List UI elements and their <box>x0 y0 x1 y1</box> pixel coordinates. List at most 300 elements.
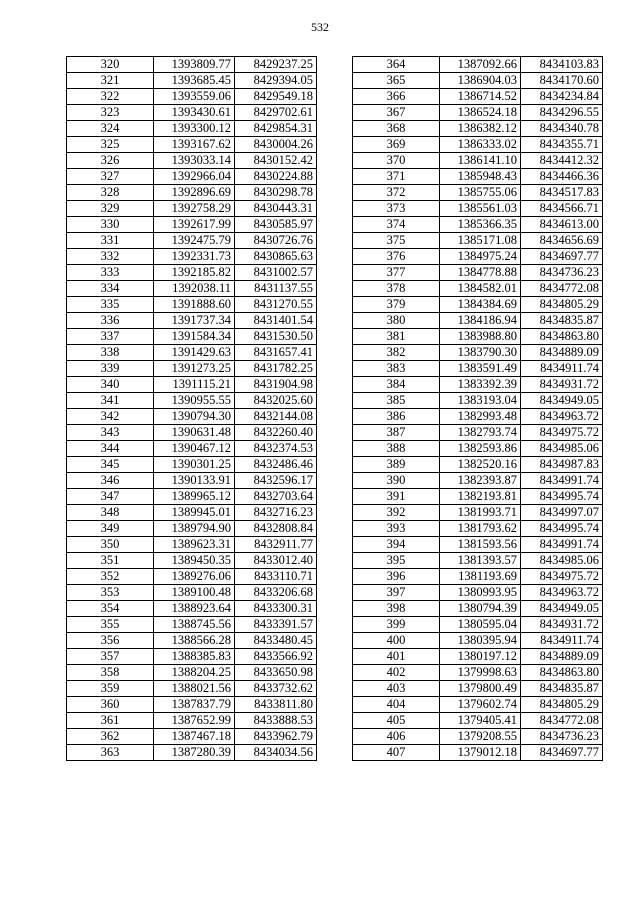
table-row <box>353 425 603 441</box>
point-number-cell: 358 <box>67 665 154 681</box>
point-number-cell: 403 <box>353 681 440 697</box>
x-coordinate-cell: 1379998.63 <box>440 665 521 681</box>
table-row <box>353 185 603 201</box>
x-coordinate-cell: 1384778.88 <box>440 265 521 281</box>
y-coordinate-cell: 8434889.09 <box>521 649 603 665</box>
y-coordinate-cell: 8430224.88 <box>235 169 317 185</box>
y-coordinate-cell: 8434613.00 <box>521 217 603 233</box>
point-number-cell: 320 <box>67 57 154 73</box>
x-coordinate-cell: 1382193.81 <box>440 489 521 505</box>
table-row <box>353 633 603 649</box>
x-coordinate-cell: 1383591.49 <box>440 361 521 377</box>
table-row <box>67 313 317 329</box>
y-coordinate-cell: 8433888.53 <box>235 713 317 729</box>
x-coordinate-cell: 1392966.04 <box>154 169 235 185</box>
x-coordinate-cell: 1380595.04 <box>440 617 521 633</box>
point-number-cell: 338 <box>67 345 154 361</box>
point-number-cell: 326 <box>67 153 154 169</box>
point-number-cell: 357 <box>67 649 154 665</box>
table-row <box>67 457 317 473</box>
table-row <box>353 681 603 697</box>
y-coordinate-cell: 8433110.71 <box>235 569 317 585</box>
x-coordinate-cell: 1390631.48 <box>154 425 235 441</box>
y-coordinate-cell: 8434835.87 <box>521 313 603 329</box>
point-number-cell: 346 <box>67 473 154 489</box>
y-coordinate-cell: 8430298.78 <box>235 185 317 201</box>
y-coordinate-cell: 8434835.87 <box>521 681 603 697</box>
y-coordinate-cell: 8434991.74 <box>521 537 603 553</box>
table-row <box>353 393 603 409</box>
point-number-cell: 397 <box>353 585 440 601</box>
table-row <box>353 233 603 249</box>
x-coordinate-cell: 1380197.12 <box>440 649 521 665</box>
table-row <box>353 297 603 313</box>
x-coordinate-cell: 1385171.08 <box>440 233 521 249</box>
x-coordinate-cell: 1390794.30 <box>154 409 235 425</box>
x-coordinate-cell: 1381393.57 <box>440 553 521 569</box>
table-row <box>67 201 317 217</box>
x-coordinate-cell: 1388385.83 <box>154 649 235 665</box>
y-coordinate-cell: 8432025.60 <box>235 393 317 409</box>
table-row <box>353 521 603 537</box>
y-coordinate-cell: 8432486.46 <box>235 457 317 473</box>
table-row <box>67 585 317 601</box>
point-number-cell: 337 <box>67 329 154 345</box>
table-row <box>353 73 603 89</box>
point-number-cell: 373 <box>353 201 440 217</box>
x-coordinate-cell: 1382993.48 <box>440 409 521 425</box>
table-row <box>67 729 317 745</box>
x-coordinate-cell: 1391584.34 <box>154 329 235 345</box>
point-number-cell: 334 <box>67 281 154 297</box>
point-number-cell: 350 <box>67 537 154 553</box>
table-row <box>353 569 603 585</box>
y-coordinate-cell: 8431270.55 <box>235 297 317 313</box>
y-coordinate-cell: 8432911.77 <box>235 537 317 553</box>
x-coordinate-cell: 1391888.60 <box>154 297 235 313</box>
point-number-cell: 328 <box>67 185 154 201</box>
y-coordinate-cell: 8429237.25 <box>235 57 317 73</box>
y-coordinate-cell: 8433566.92 <box>235 649 317 665</box>
y-coordinate-cell: 8433962.79 <box>235 729 317 745</box>
x-coordinate-cell: 1391737.34 <box>154 313 235 329</box>
x-coordinate-cell: 1393685.45 <box>154 73 235 89</box>
y-coordinate-cell: 8433300.31 <box>235 601 317 617</box>
point-number-cell: 404 <box>353 697 440 713</box>
table-row <box>353 537 603 553</box>
x-coordinate-cell: 1386524.18 <box>440 105 521 121</box>
table-row <box>67 105 317 121</box>
x-coordinate-cell: 1392896.69 <box>154 185 235 201</box>
point-number-cell: 394 <box>353 537 440 553</box>
y-coordinate-cell: 8433391.57 <box>235 617 317 633</box>
x-coordinate-cell: 1393033.14 <box>154 153 235 169</box>
table-row <box>67 137 317 153</box>
y-coordinate-cell: 8434863.80 <box>521 329 603 345</box>
point-number-cell: 332 <box>67 249 154 265</box>
table-row <box>353 441 603 457</box>
point-number-cell: 368 <box>353 121 440 137</box>
x-coordinate-cell: 1392185.82 <box>154 265 235 281</box>
y-coordinate-cell: 8434911.74 <box>521 361 603 377</box>
y-coordinate-cell: 8431657.41 <box>235 345 317 361</box>
y-coordinate-cell: 8434234.84 <box>521 89 603 105</box>
table-row <box>353 169 603 185</box>
point-number-cell: 330 <box>67 217 154 233</box>
x-coordinate-cell: 1391429.63 <box>154 345 235 361</box>
point-number-cell: 378 <box>353 281 440 297</box>
point-number-cell: 386 <box>353 409 440 425</box>
y-coordinate-cell: 8434736.23 <box>521 729 603 745</box>
point-number-cell: 384 <box>353 377 440 393</box>
y-coordinate-cell: 8434034.56 <box>235 745 317 761</box>
x-coordinate-cell: 1382593.86 <box>440 441 521 457</box>
y-coordinate-cell: 8434772.08 <box>521 281 603 297</box>
table-row <box>67 665 317 681</box>
x-coordinate-cell: 1389276.06 <box>154 569 235 585</box>
table-row <box>67 121 317 137</box>
table-row <box>67 681 317 697</box>
table-row <box>67 265 317 281</box>
table-row <box>67 361 317 377</box>
table-row <box>67 297 317 313</box>
table-row <box>67 249 317 265</box>
table-row <box>67 697 317 713</box>
x-coordinate-cell: 1389794.90 <box>154 521 235 537</box>
point-number-cell: 388 <box>353 441 440 457</box>
point-number-cell: 381 <box>353 329 440 345</box>
point-number-cell: 348 <box>67 505 154 521</box>
y-coordinate-cell: 8434997.07 <box>521 505 603 521</box>
x-coordinate-cell: 1392475.79 <box>154 233 235 249</box>
point-number-cell: 395 <box>353 553 440 569</box>
y-coordinate-cell: 8434987.83 <box>521 457 603 473</box>
y-coordinate-cell: 8431401.54 <box>235 313 317 329</box>
y-coordinate-cell: 8430004.26 <box>235 137 317 153</box>
y-coordinate-cell: 8434931.72 <box>521 377 603 393</box>
y-coordinate-cell: 8430443.31 <box>235 201 317 217</box>
table-row <box>353 153 603 169</box>
point-number-cell: 335 <box>67 297 154 313</box>
table-row <box>353 329 603 345</box>
x-coordinate-cell: 1381593.56 <box>440 537 521 553</box>
table-row <box>67 169 317 185</box>
x-coordinate-cell: 1383790.30 <box>440 345 521 361</box>
table-row <box>67 233 317 249</box>
table-row <box>353 361 603 377</box>
table-row <box>67 649 317 665</box>
table-row <box>353 409 603 425</box>
y-coordinate-cell: 8430726.76 <box>235 233 317 249</box>
x-coordinate-cell: 1388021.56 <box>154 681 235 697</box>
x-coordinate-cell: 1382793.74 <box>440 425 521 441</box>
y-coordinate-cell: 8434517.83 <box>521 185 603 201</box>
table-row <box>353 377 603 393</box>
point-number-cell: 344 <box>67 441 154 457</box>
table-row <box>353 281 603 297</box>
table-row <box>353 489 603 505</box>
table-row <box>353 89 603 105</box>
table-row <box>353 457 603 473</box>
table-row <box>353 137 603 153</box>
point-number-cell: 379 <box>353 297 440 313</box>
point-number-cell: 376 <box>353 249 440 265</box>
table-row <box>67 425 317 441</box>
y-coordinate-cell: 8434995.74 <box>521 521 603 537</box>
point-number-cell: 401 <box>353 649 440 665</box>
table-row <box>67 569 317 585</box>
point-number-cell: 359 <box>67 681 154 697</box>
y-coordinate-cell: 8434412.32 <box>521 153 603 169</box>
x-coordinate-cell: 1393430.61 <box>154 105 235 121</box>
table-row <box>67 393 317 409</box>
point-number-cell: 402 <box>353 665 440 681</box>
y-coordinate-cell: 8434985.06 <box>521 553 603 569</box>
x-coordinate-cell: 1381193.69 <box>440 569 521 585</box>
x-coordinate-cell: 1387280.39 <box>154 745 235 761</box>
x-coordinate-cell: 1389623.31 <box>154 537 235 553</box>
table-row <box>353 601 603 617</box>
table-row <box>353 313 603 329</box>
coordinates-table-left <box>66 56 317 761</box>
x-coordinate-cell: 1380993.95 <box>440 585 521 601</box>
x-coordinate-cell: 1382393.87 <box>440 473 521 489</box>
y-coordinate-cell: 8434340.78 <box>521 121 603 137</box>
x-coordinate-cell: 1385366.35 <box>440 217 521 233</box>
y-coordinate-cell: 8434975.72 <box>521 425 603 441</box>
point-number-cell: 355 <box>67 617 154 633</box>
point-number-cell: 341 <box>67 393 154 409</box>
table-row <box>353 585 603 601</box>
y-coordinate-cell: 8430865.63 <box>235 249 317 265</box>
table-row <box>353 505 603 521</box>
point-number-cell: 396 <box>353 569 440 585</box>
point-number-cell: 354 <box>67 601 154 617</box>
table-row <box>67 553 317 569</box>
point-number-cell: 375 <box>353 233 440 249</box>
x-coordinate-cell: 1385948.43 <box>440 169 521 185</box>
x-coordinate-cell: 1392617.99 <box>154 217 235 233</box>
y-coordinate-cell: 8433206.68 <box>235 585 317 601</box>
y-coordinate-cell: 8431904.98 <box>235 377 317 393</box>
table-row <box>353 713 603 729</box>
point-number-cell: 399 <box>353 617 440 633</box>
y-coordinate-cell: 8433480.45 <box>235 633 317 649</box>
x-coordinate-cell: 1386714.52 <box>440 89 521 105</box>
y-coordinate-cell: 8434466.36 <box>521 169 603 185</box>
table-body <box>67 57 317 761</box>
point-number-cell: 400 <box>353 633 440 649</box>
y-coordinate-cell: 8430152.42 <box>235 153 317 169</box>
table-row <box>353 617 603 633</box>
y-coordinate-cell: 8434736.23 <box>521 265 603 281</box>
y-coordinate-cell: 8429702.61 <box>235 105 317 121</box>
x-coordinate-cell: 1385561.03 <box>440 201 521 217</box>
y-coordinate-cell: 8434656.69 <box>521 233 603 249</box>
table-row <box>67 377 317 393</box>
table-row <box>353 121 603 137</box>
table-row <box>67 153 317 169</box>
table-row <box>353 345 603 361</box>
x-coordinate-cell: 1391115.21 <box>154 377 235 393</box>
table-row <box>67 601 317 617</box>
x-coordinate-cell: 1387652.99 <box>154 713 235 729</box>
y-coordinate-cell: 8433012.40 <box>235 553 317 569</box>
point-number-cell: 372 <box>353 185 440 201</box>
x-coordinate-cell: 1381793.62 <box>440 521 521 537</box>
page-number: 532 <box>311 20 329 34</box>
table-row <box>67 73 317 89</box>
table-row <box>67 713 317 729</box>
y-coordinate-cell: 8431782.25 <box>235 361 317 377</box>
x-coordinate-cell: 1392758.29 <box>154 201 235 217</box>
x-coordinate-cell: 1390467.12 <box>154 441 235 457</box>
table-row <box>67 617 317 633</box>
point-number-cell: 353 <box>67 585 154 601</box>
point-number-cell: 347 <box>67 489 154 505</box>
table-row <box>353 473 603 489</box>
point-number-cell: 377 <box>353 265 440 281</box>
table-row <box>353 57 603 73</box>
x-coordinate-cell: 1390133.91 <box>154 473 235 489</box>
x-coordinate-cell: 1393559.06 <box>154 89 235 105</box>
table-row <box>67 185 317 201</box>
point-number-cell: 323 <box>67 105 154 121</box>
x-coordinate-cell: 1393167.62 <box>154 137 235 153</box>
point-number-cell: 398 <box>353 601 440 617</box>
x-coordinate-cell: 1381993.71 <box>440 505 521 521</box>
point-number-cell: 391 <box>353 489 440 505</box>
point-number-cell: 406 <box>353 729 440 745</box>
table-row <box>353 201 603 217</box>
y-coordinate-cell: 8429549.18 <box>235 89 317 105</box>
y-coordinate-cell: 8434863.80 <box>521 665 603 681</box>
table-row <box>67 217 317 233</box>
y-coordinate-cell: 8434772.08 <box>521 713 603 729</box>
table-row <box>67 281 317 297</box>
x-coordinate-cell: 1384186.94 <box>440 313 521 329</box>
x-coordinate-cell: 1393809.77 <box>154 57 235 73</box>
x-coordinate-cell: 1379800.49 <box>440 681 521 697</box>
table-row <box>353 665 603 681</box>
point-number-cell: 383 <box>353 361 440 377</box>
x-coordinate-cell: 1393300.12 <box>154 121 235 137</box>
point-number-cell: 325 <box>67 137 154 153</box>
table-row <box>67 409 317 425</box>
point-number-cell: 327 <box>67 169 154 185</box>
y-coordinate-cell: 8431137.55 <box>235 281 317 297</box>
y-coordinate-cell: 8434170.60 <box>521 73 603 89</box>
x-coordinate-cell: 1389100.48 <box>154 585 235 601</box>
point-number-cell: 363 <box>67 745 154 761</box>
y-coordinate-cell: 8432144.08 <box>235 409 317 425</box>
point-number-cell: 329 <box>67 201 154 217</box>
table-row <box>67 441 317 457</box>
point-number-cell: 339 <box>67 361 154 377</box>
y-coordinate-cell: 8434805.29 <box>521 697 603 713</box>
point-number-cell: 407 <box>353 745 440 761</box>
table-row <box>353 729 603 745</box>
x-coordinate-cell: 1385755.06 <box>440 185 521 201</box>
point-number-cell: 349 <box>67 521 154 537</box>
point-number-cell: 374 <box>353 217 440 233</box>
point-number-cell: 340 <box>67 377 154 393</box>
table-row <box>67 345 317 361</box>
point-number-cell: 393 <box>353 521 440 537</box>
table-row <box>67 521 317 537</box>
x-coordinate-cell: 1386141.10 <box>440 153 521 169</box>
y-coordinate-cell: 8429394.05 <box>235 73 317 89</box>
x-coordinate-cell: 1386382.12 <box>440 121 521 137</box>
x-coordinate-cell: 1390301.25 <box>154 457 235 473</box>
y-coordinate-cell: 8434296.55 <box>521 105 603 121</box>
x-coordinate-cell: 1388745.56 <box>154 617 235 633</box>
y-coordinate-cell: 8434566.71 <box>521 201 603 217</box>
point-number-cell: 364 <box>353 57 440 73</box>
y-coordinate-cell: 8432374.53 <box>235 441 317 457</box>
x-coordinate-cell: 1388204.25 <box>154 665 235 681</box>
point-number-cell: 382 <box>353 345 440 361</box>
point-number-cell: 371 <box>353 169 440 185</box>
y-coordinate-cell: 8434697.77 <box>521 249 603 265</box>
point-number-cell: 362 <box>67 729 154 745</box>
point-number-cell: 389 <box>353 457 440 473</box>
point-number-cell: 380 <box>353 313 440 329</box>
point-number-cell: 333 <box>67 265 154 281</box>
x-coordinate-cell: 1379405.41 <box>440 713 521 729</box>
x-coordinate-cell: 1391273.25 <box>154 361 235 377</box>
x-coordinate-cell: 1389945.01 <box>154 505 235 521</box>
y-coordinate-cell: 8434963.72 <box>521 585 603 601</box>
y-coordinate-cell: 8432260.40 <box>235 425 317 441</box>
y-coordinate-cell: 8433811.80 <box>235 697 317 713</box>
y-coordinate-cell: 8434985.06 <box>521 441 603 457</box>
point-number-cell: 360 <box>67 697 154 713</box>
y-coordinate-cell: 8432716.23 <box>235 505 317 521</box>
y-coordinate-cell: 8434949.05 <box>521 393 603 409</box>
point-number-cell: 336 <box>67 313 154 329</box>
point-number-cell: 342 <box>67 409 154 425</box>
point-number-cell: 324 <box>67 121 154 137</box>
point-number-cell: 366 <box>353 89 440 105</box>
x-coordinate-cell: 1386904.03 <box>440 73 521 89</box>
x-coordinate-cell: 1388923.64 <box>154 601 235 617</box>
point-number-cell: 361 <box>67 713 154 729</box>
table-row <box>353 745 603 761</box>
table-row <box>67 57 317 73</box>
x-coordinate-cell: 1387092.66 <box>440 57 521 73</box>
y-coordinate-cell: 8431530.50 <box>235 329 317 345</box>
x-coordinate-cell: 1386333.02 <box>440 137 521 153</box>
x-coordinate-cell: 1379602.74 <box>440 697 521 713</box>
y-coordinate-cell: 8432596.17 <box>235 473 317 489</box>
point-number-cell: 345 <box>67 457 154 473</box>
point-number-cell: 370 <box>353 153 440 169</box>
point-number-cell: 352 <box>67 569 154 585</box>
x-coordinate-cell: 1387467.18 <box>154 729 235 745</box>
y-coordinate-cell: 8434805.29 <box>521 297 603 313</box>
x-coordinate-cell: 1383392.39 <box>440 377 521 393</box>
point-number-cell: 369 <box>353 137 440 153</box>
table-row <box>67 745 317 761</box>
point-number-cell: 322 <box>67 89 154 105</box>
table-row <box>67 537 317 553</box>
y-coordinate-cell: 8434995.74 <box>521 489 603 505</box>
coordinates-table-right <box>352 56 603 761</box>
x-coordinate-cell: 1389450.35 <box>154 553 235 569</box>
x-coordinate-cell: 1388566.28 <box>154 633 235 649</box>
x-coordinate-cell: 1380794.39 <box>440 601 521 617</box>
